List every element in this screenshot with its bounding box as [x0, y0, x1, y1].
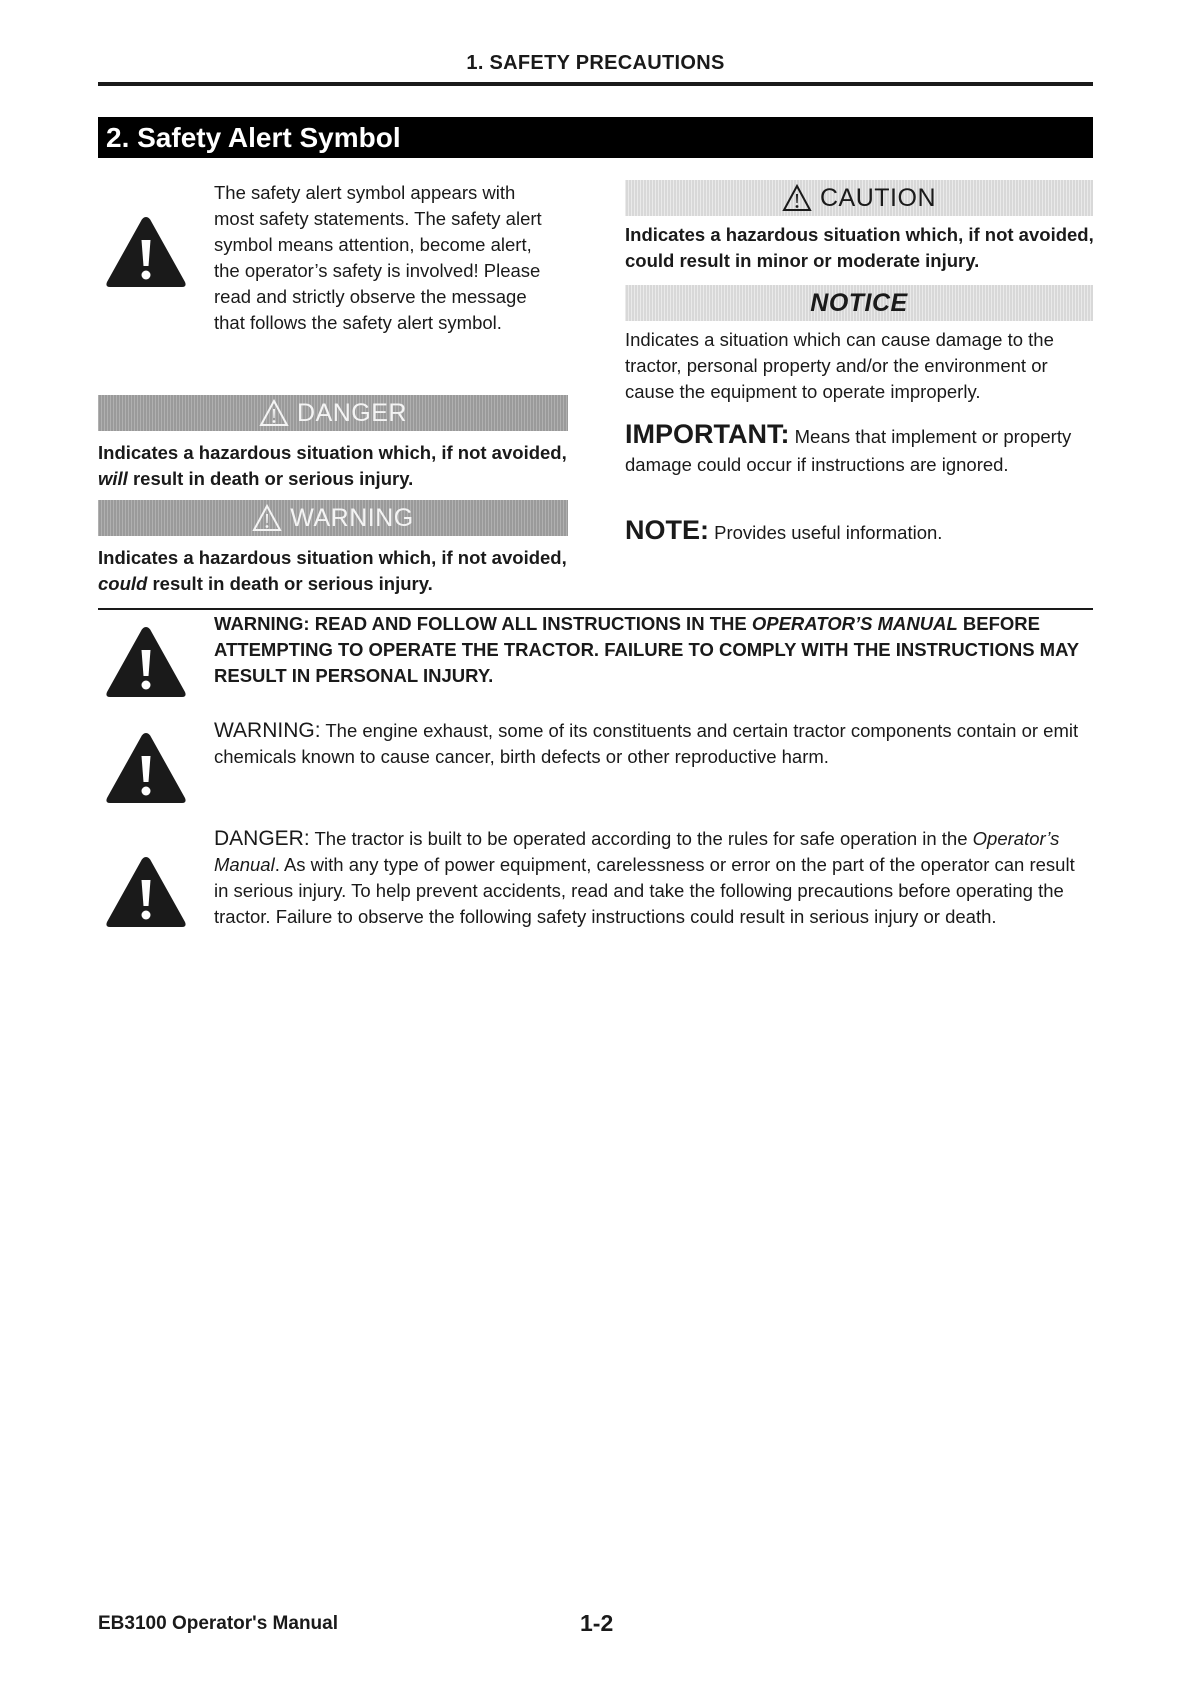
- danger-emphasis: will: [98, 468, 128, 489]
- danger-banner-label: DANGER: [297, 398, 407, 427]
- warning-text-part: result in death or serious injury.: [147, 573, 433, 594]
- intro-text: The safety alert symbol appears with most safety statements. The safety alert symbol means attention, become alert, the operator’s safety is involved! Please read and strictly observe the message that follows the safety alert symbol.: [214, 182, 542, 333]
- note-label: NOTE:: [625, 515, 709, 545]
- section-title: 2. Safety Alert Symbol: [106, 121, 401, 153]
- caution-banner-label: CAUTION: [820, 183, 936, 212]
- caution-banner: [625, 180, 1093, 216]
- caution-description: Indicates a hazardous situation which, if not avoided, could result in minor or moderate injury.: [625, 224, 1094, 271]
- important-note: [625, 420, 1095, 479]
- danger-operation: [214, 826, 1094, 930]
- chapter-title: 1. SAFETY PRECAUTIONS: [466, 52, 725, 74]
- header-rule: [98, 82, 1093, 86]
- danger-text-part: The tractor is built to be operated according to the rules for safe operation in the: [309, 828, 973, 849]
- warning-emphasis: OPERATOR’S MANUAL: [751, 613, 958, 634]
- warning-text-part: WARNING: READ AND FOLLOW ALL INSTRUCTIONS IN THE: [214, 613, 752, 634]
- warning-chemicals-text: The engine exhaust, some of its constituents and certain tractor components contain or emit chemicals known to cause cancer, birth defects or other reproductive harm.: [214, 720, 1079, 767]
- warning-description: [98, 545, 568, 597]
- danger-label: DANGER:: [214, 827, 310, 850]
- warning-label: WARNING:: [214, 719, 321, 742]
- footer-page-number: 1-2: [580, 1610, 614, 1636]
- notice-banner-label: NOTICE: [810, 288, 908, 317]
- alert-triangle-outline-icon: [782, 184, 812, 212]
- warning-emphasis: could: [98, 573, 148, 594]
- safety-alert-triangle-icon: [104, 730, 188, 806]
- section-title-bar: [98, 117, 1093, 158]
- danger-emphasis: Operator’s Manual: [214, 828, 1060, 875]
- warning-banner-label: WARNING: [290, 503, 414, 532]
- danger-text-part: Indicates a hazardous situation which, if not avoided,: [98, 442, 567, 463]
- safety-alert-triangle-icon: [104, 214, 188, 290]
- safety-alert-triangle-icon: [104, 854, 188, 930]
- important-text: Means that implement or property damage could occur if instructions are ignored.: [625, 426, 1072, 475]
- note-text: Provides useful information.: [709, 522, 943, 543]
- alert-triangle-outline-icon: [252, 504, 282, 532]
- danger-text-part: . As with any type of power equipment, carelessness or error on the part of the operator can result in serious injury. To help prevent accidents, read and take the following precautions before operating the tractor. Failure to observe the following safety instructions could result in serious injury or death.: [214, 854, 1075, 927]
- warning-read-manual: [214, 611, 1094, 689]
- footer-manual-name: EB3100 Operator's Manual: [98, 1613, 338, 1634]
- notice-banner: [625, 285, 1093, 321]
- danger-description: [98, 440, 568, 492]
- warning-text-part: Indicates a hazardous situation which, if not avoided,: [98, 547, 567, 568]
- notice-description: Indicates a situation which can cause damage to the tractor, personal property and/or the environment or cause the equipment to operate improperly.: [625, 329, 1054, 402]
- danger-text-part: result in death or serious injury.: [127, 468, 414, 489]
- warning-banner: [98, 500, 568, 536]
- alert-triangle-outline-icon: [259, 399, 289, 427]
- important-label: IMPORTANT:: [625, 419, 790, 449]
- warning-text-part: BEFORE ATTEMPTING TO OPERATE THE TRACTOR. FAILURE TO COMPLY WITH THE INSTRUCTIONS MAY RESULT IN PERSONAL INJURY.: [214, 613, 1079, 686]
- danger-banner: [98, 395, 568, 431]
- section-divider: [98, 608, 1093, 610]
- note: [625, 517, 1095, 546]
- warning-chemicals: [214, 718, 1094, 770]
- safety-alert-triangle-icon: [104, 624, 188, 700]
